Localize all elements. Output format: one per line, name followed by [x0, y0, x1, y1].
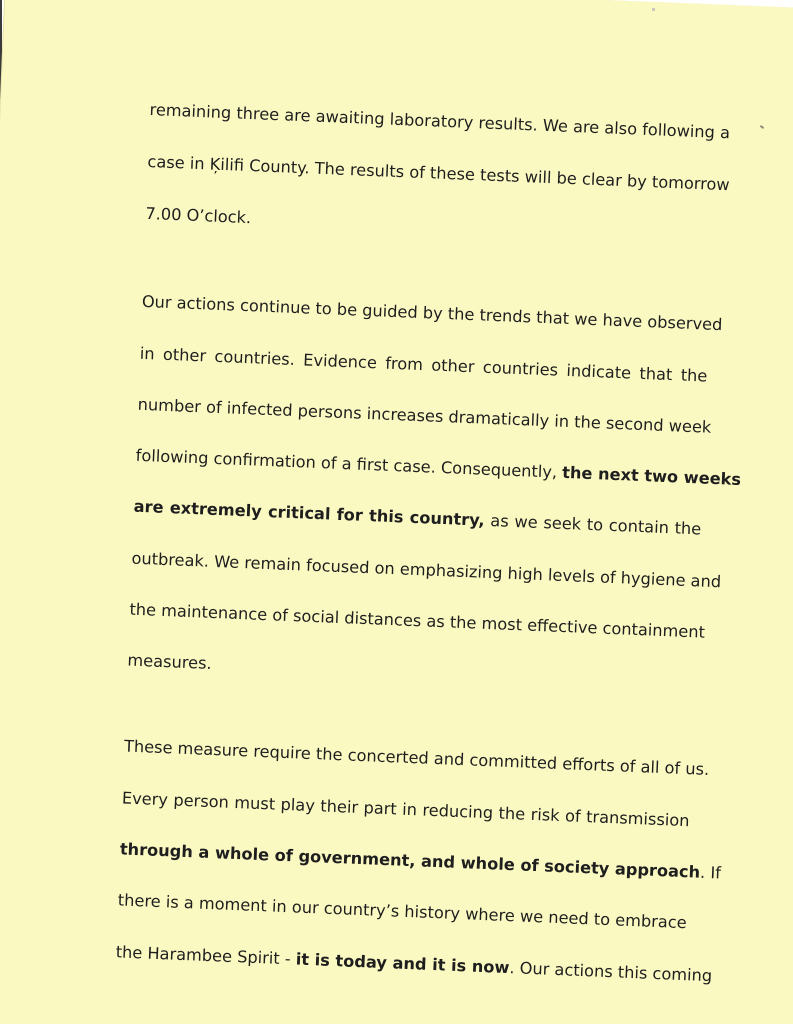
- scan-speck: [652, 8, 655, 11]
- text-line: number of infected persons increases dramatically in the second week: [137, 394, 712, 437]
- emphasis-text: it is today and it is now: [295, 949, 510, 978]
- text-line: 7.00 O’clock.: [145, 203, 252, 228]
- text-line: the maintenance of social distances as the most effective containment: [129, 599, 706, 642]
- text-line: remaining three are awaiting laboratory results. We are also following a: [149, 100, 731, 143]
- text-line: outbreak. We remain focused on emphasizing high levels of hygiene and: [131, 548, 722, 592]
- text-line: These measure require the concerted and committed efforts of all of us.: [123, 736, 710, 779]
- emphasis-text: through a whole of government, and whole of society approach: [119, 839, 701, 882]
- text-line: in other countries. Evidence from other countries indicate that the: [139, 343, 708, 386]
- text-line: are extremely critical for this country, as we seek to contain the: [133, 496, 702, 539]
- text-line: Our actions continue to be guided by the trends that we have observed: [141, 291, 723, 335]
- text-line: case in Ķilifi County. The results of these tests will be clear by tomorrow: [147, 151, 731, 195]
- text-line: there is a moment in our country’s history where we need to embrace: [117, 890, 688, 933]
- text-line: following confirmation of a first case. Consequently, the next two weeks: [135, 445, 742, 490]
- text-line: through a whole of government, and whole of society approach. If: [119, 839, 722, 883]
- text-line: measures.: [127, 650, 213, 673]
- emphasis-text: the next two weeks: [561, 462, 742, 490]
- text-line: the Harambee Spirit - it is today and it is now. Our actions this coming: [115, 942, 713, 986]
- emphasis-text: are extremely critical for this country,: [133, 496, 486, 530]
- text-line: Every person must play their part in reducing the risk of transmission: [121, 788, 690, 831]
